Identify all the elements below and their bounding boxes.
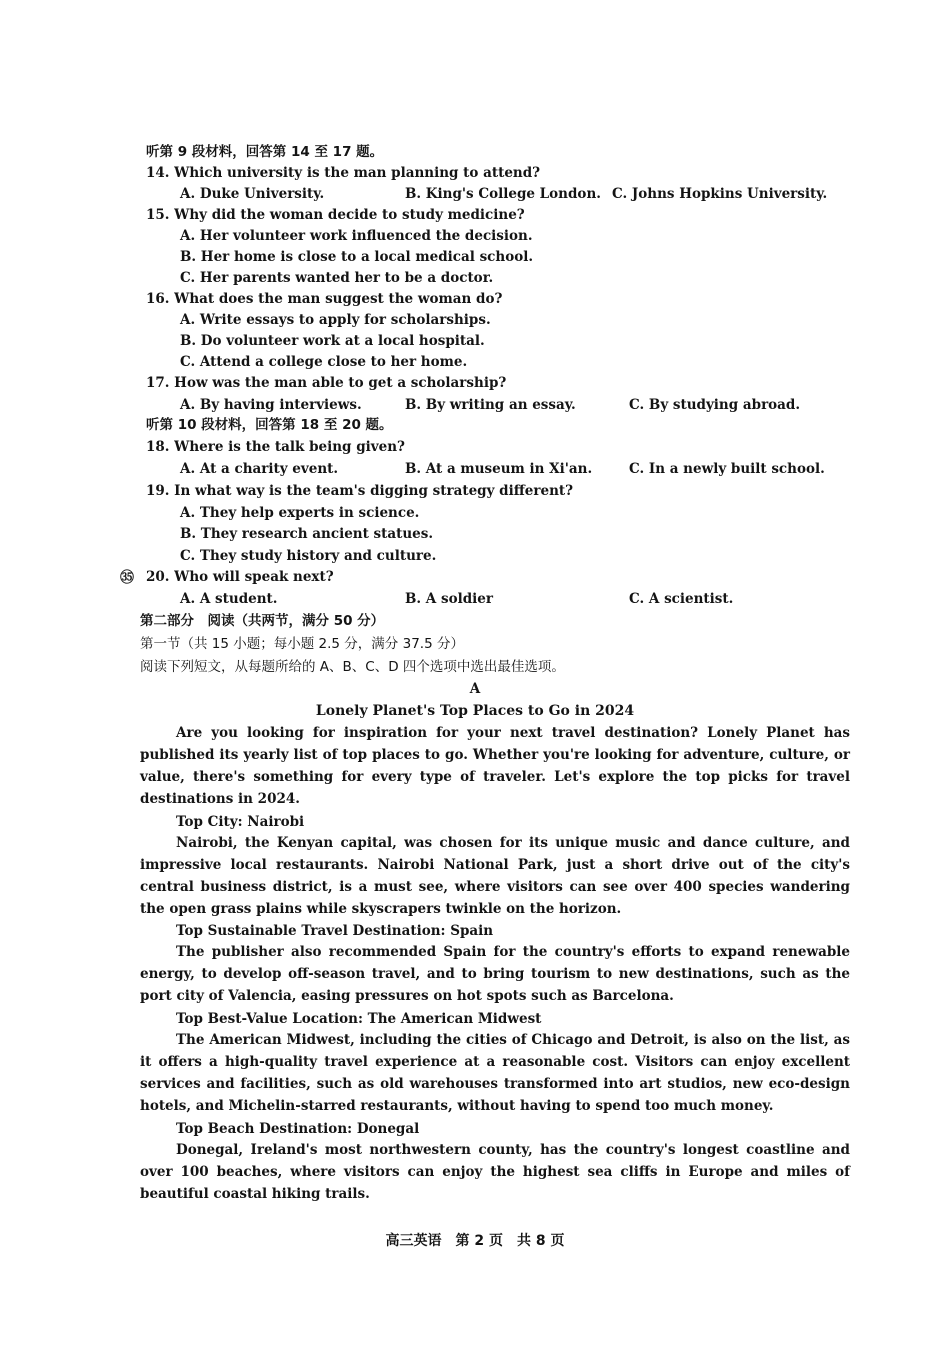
q16-option-b: B. Do volunteer work at a local hospital. (180, 333, 485, 349)
q14-option-c: C. Johns Hopkins University. (612, 186, 828, 202)
handwritten-mark: ㉟ (120, 570, 134, 586)
heading-beach: Top Beach Destination: Donegal (176, 1121, 420, 1137)
q17-option-a: A. By having interviews. (180, 397, 362, 413)
q20-option-b: B. A soldier (405, 591, 493, 607)
heading-sustainable: Top Sustainable Travel Destination: Spain (176, 923, 494, 939)
page-footer: 高三英语 第 2 页 共 8 页 (385, 1233, 565, 1249)
passage-letter: A (469, 681, 481, 697)
heading-best-value: Top Best-Value Location: The American Midwest (176, 1011, 542, 1027)
paragraph-nairobi: Nairobi, the Kenyan capital, was chosen for its unique music and dance culture, and impressive local restaurants. Nairobi National Park, just a short drive out of the city's central business district, is a must see, where visitors can see over 400 species wandering the open grass plains while skyscrapers twinkle on the horizon. (140, 835, 850, 917)
q19-question: 19. In what way is the team's digging strategy different? (146, 483, 574, 499)
q17-option-c: C. By studying abroad. (629, 397, 801, 413)
paragraph-spain: The publisher also recommended Spain for the country's efforts to expand renewable energy, to develop off-season travel, and to bring tourism to new destinations, such as the port city of Valencia, easing pressures on hot spots such as Barcelona. (140, 944, 850, 1004)
q20-option-a: A. A student. (180, 591, 278, 607)
q15-option-a: A. Her volunteer work influenced the decision. (180, 228, 533, 244)
q16-question: 16. What does the man suggest the woman do? (146, 291, 503, 307)
passage-title: Lonely Planet's Top Places to Go in 2024 (315, 703, 635, 719)
part2-heading: 第二部分 阅读（共两节，满分 50 分） (140, 613, 385, 629)
q18-option-b: B. At a museum in Xi'an. (405, 461, 593, 477)
q19-option-b: B. They research ancient statues. (180, 526, 434, 542)
part2-instruction: 阅读下列短文，从每题所给的 A、B、C、D 四个选项中选出最佳选项。 (140, 659, 565, 675)
q15-option-c: C. Her parents wanted her to be a doctor. (180, 270, 494, 286)
q19-option-c: C. They study history and culture. (180, 548, 437, 564)
q14-question: 14. Which university is the man planning to attend? (146, 165, 541, 181)
q14-option-b: B. King's College London. (405, 186, 601, 202)
q19-option-a: A. They help experts in science. (180, 505, 420, 521)
q14-option-a: A. Duke University. (180, 186, 325, 202)
q15-option-b: B. Her home is close to a local medical school. (180, 249, 534, 265)
section10-heading: 听第 10 段材料，回答第 18 至 20 题。 (146, 417, 393, 433)
q17-question: 17. How was the man able to get a scholarship? (146, 375, 507, 391)
heading-top-city: Top City: Nairobi (176, 814, 305, 830)
part2-subheading: 第一节（共 15 小题；每小题 2.5 分，满分 37.5 分） (140, 636, 464, 652)
paragraph-midwest: The American Midwest, including the cities of Chicago and Detroit, is also on the list, as it offers a high-quality travel experience at a reasonable cost. Visitors can enjoy excellent services and facilities, such as old warehouses transformed into art studios, new eco-design hotels, and Michelin-starred restaurants, without having to spend too much money. (140, 1032, 850, 1114)
q15-question: 15. Why did the woman decide to study medicine? (146, 207, 525, 223)
q16-option-a: A. Write essays to apply for scholarships. (180, 312, 491, 328)
passage-intro: Are you looking for inspiration for your next travel destination? Lonely Planet has published its yearly list of top places to go. Whether you're looking for adventure, culture, or value, there's something for every type of traveler. Let's explore the top picks for travel destinations in 2024. (140, 725, 850, 807)
q20-option-c: C. A scientist. (629, 591, 734, 607)
q18-option-a: A. At a charity event. (180, 461, 339, 477)
q18-option-c: C. In a newly built school. (629, 461, 825, 477)
q18-question: 18. Where is the talk being given? (146, 439, 405, 455)
section9-heading: 听第 9 段材料，回答第 14 至 17 题。 (146, 144, 384, 160)
paragraph-donegal: Donegal, Ireland's most northwestern county, has the country's longest coastline and over 100 beaches, where visitors can enjoy the highest sea cliffs in Europe and miles of beautiful coastal hiking trails. (140, 1142, 850, 1202)
q16-option-c: C. Attend a college close to her home. (180, 354, 468, 370)
q20-question: 20. Who will speak next? (146, 569, 334, 585)
q17-option-b: B. By writing an essay. (405, 397, 576, 413)
